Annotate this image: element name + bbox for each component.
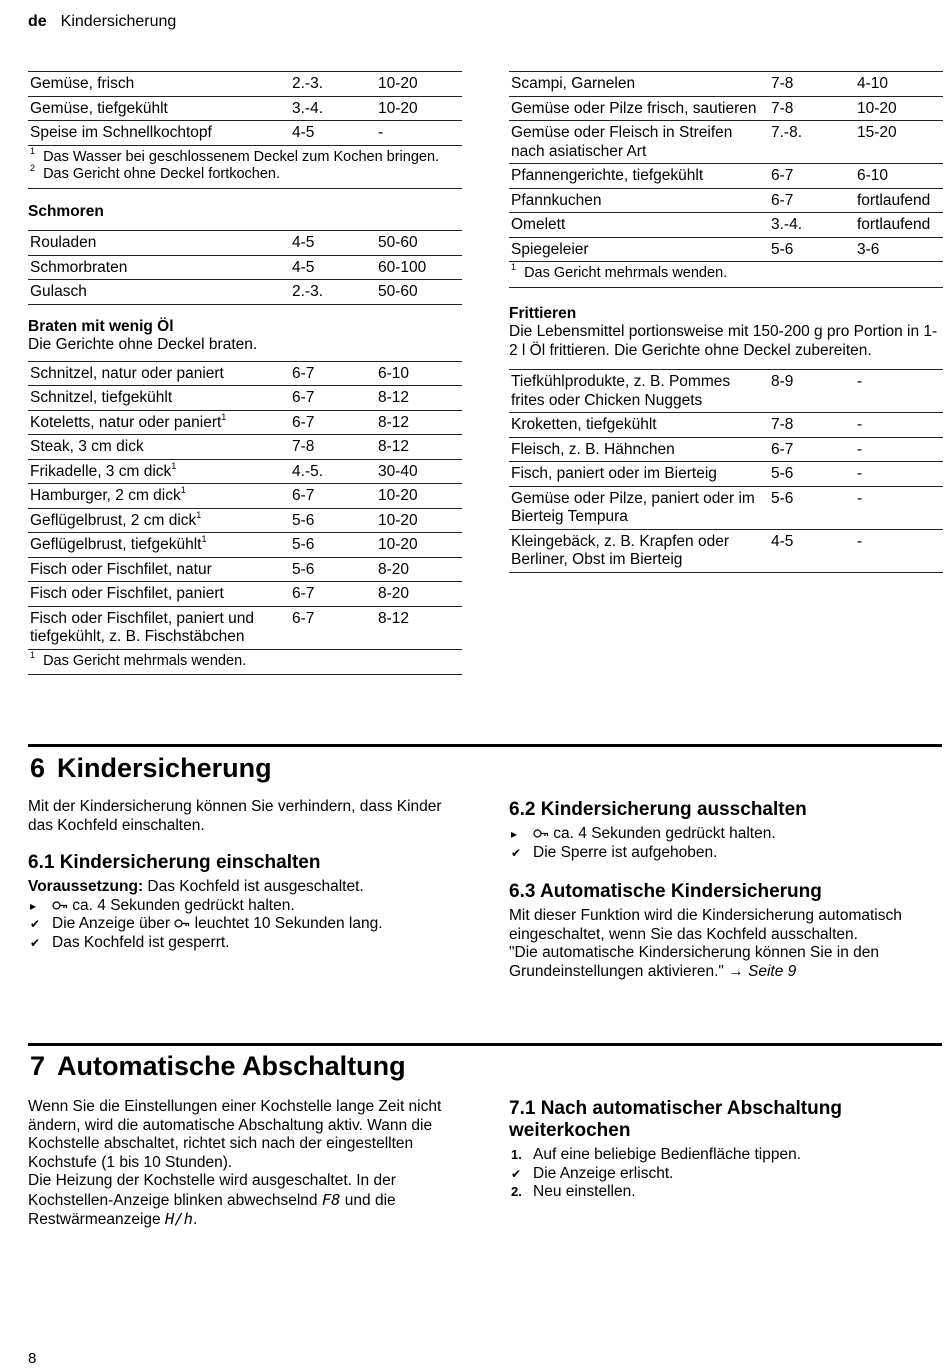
cell-text: 5-6 xyxy=(292,511,315,529)
cell-text: Steak, 3 cm dick xyxy=(30,438,144,455)
cell-text: - xyxy=(857,416,863,433)
check-icon: ✔ xyxy=(511,1166,522,1181)
prerequisite xyxy=(28,878,462,897)
time-cell xyxy=(376,255,462,280)
section-7-heading xyxy=(30,1051,406,1081)
cell-text: Gemüse oder Pilze, paniert oder im Bierteig Tempura xyxy=(511,489,755,525)
result-text: Die Sperre ist aufgehoben. xyxy=(533,843,718,861)
cell-text: 10-20 xyxy=(378,487,418,504)
time-cell xyxy=(376,459,462,484)
cell-text: 8-9 xyxy=(771,373,794,390)
footnote-marker: 1 xyxy=(201,534,207,544)
cell-text: Gulasch xyxy=(30,283,87,300)
table-row xyxy=(509,437,943,462)
time-cell xyxy=(855,121,943,164)
time-cell xyxy=(855,437,943,462)
table-braten-footnote: $^1$ Das Gericht mehrmals wenden. xyxy=(28,650,462,676)
cell-text: 4-5 xyxy=(292,234,315,251)
cell-text: Speise im Schnellkochtopf xyxy=(30,124,212,141)
cell-text: fortlaufend xyxy=(857,216,931,233)
section-6-left xyxy=(28,798,462,952)
page-header xyxy=(28,13,176,32)
step-item xyxy=(509,825,943,844)
table-row xyxy=(28,280,462,305)
cell-text: 4-5 xyxy=(292,258,315,276)
step-number: 1. xyxy=(511,1147,522,1162)
table-row xyxy=(509,213,943,238)
cell-text: Frikadelle, 3 cm dick xyxy=(30,462,172,480)
page-number: 8 xyxy=(28,1350,37,1367)
cell-text: Koteletts, natur oder paniert xyxy=(30,413,222,431)
cell-text: 6-10 xyxy=(378,364,410,382)
display-code-hh: H/h xyxy=(164,1210,193,1228)
cell-text: 4-5 xyxy=(292,124,315,141)
quote-text: "Die automatische Kindersicherung können Sie in den Grundeinstellungen aktivieren." xyxy=(509,944,879,980)
time-cell xyxy=(376,72,462,97)
dish-cell xyxy=(509,437,769,462)
level-cell xyxy=(290,508,376,533)
level-cell xyxy=(769,188,855,213)
dish-cell xyxy=(28,72,290,97)
cell-text: Gemüse, frisch xyxy=(30,75,135,92)
numbered-step xyxy=(509,1183,943,1202)
time-cell xyxy=(855,462,943,487)
cell-text: Pfannengerichte, tiefgekühlt xyxy=(511,167,704,184)
cell-text: 8-12 xyxy=(378,389,410,406)
time-cell xyxy=(855,529,943,572)
cell-text: 6-10 xyxy=(857,167,889,184)
section-6-heading xyxy=(30,753,272,783)
table-row xyxy=(28,508,462,533)
level-cell xyxy=(290,121,376,146)
dish-cell xyxy=(509,164,769,189)
cell-text: - xyxy=(378,124,384,141)
heading-6-3: 6.3 Automatische Kindersicherung xyxy=(509,881,822,902)
cell-text: Schmorbraten xyxy=(30,258,128,276)
dish-cell xyxy=(28,582,290,607)
cell-text: Scampi, Garnelen xyxy=(511,75,636,92)
table-row xyxy=(28,410,462,435)
cell-text: Omelett xyxy=(511,216,566,233)
cell-text: Rouladen xyxy=(30,234,97,251)
result-text: Die Anzeige erlischt. xyxy=(533,1164,674,1182)
table-braten xyxy=(28,361,462,650)
dish-cell xyxy=(509,237,769,262)
level-cell xyxy=(290,484,376,509)
level-cell xyxy=(290,410,376,435)
level-cell xyxy=(290,557,376,582)
table-row xyxy=(28,96,462,121)
table-row xyxy=(509,96,943,121)
cell-text: 5-6 xyxy=(292,536,315,553)
step-arrow-icon: ▸ xyxy=(511,827,518,841)
subheading-schmoren: Schmoren xyxy=(28,202,104,220)
cell-text: Spiegeleier xyxy=(511,240,589,258)
cell-text: Hamburger, 2 cm dick xyxy=(30,487,181,504)
section-6-rule xyxy=(28,744,942,747)
time-cell xyxy=(376,508,462,533)
dish-cell xyxy=(509,370,769,413)
key-lock-icon xyxy=(174,919,190,928)
cell-text: 8-12 xyxy=(378,609,410,627)
section-7-right xyxy=(509,1098,943,1202)
language-code: de xyxy=(28,13,47,30)
dish-cell xyxy=(28,459,290,484)
footnote-marker: 1 xyxy=(196,509,202,520)
time-cell xyxy=(855,213,943,238)
level-cell xyxy=(769,486,855,529)
time-cell xyxy=(855,370,943,413)
cell-text: 5-6 xyxy=(771,240,794,258)
dish-cell xyxy=(28,96,290,121)
frittieren-intro: Die Lebensmittel portionsweise mit 150-200 g pro Portion in 1-2 l Öl frittieren. Die Gerichte ohne Deckel zubereiten. xyxy=(509,323,938,359)
result-item xyxy=(509,1165,943,1184)
table-kochen-footnotes: $^1$ Das Wasser bei geschlossenem Deckel zum Kochen bringen. $^2$ Das Gericht ohne Deckel fortkochen. xyxy=(28,146,462,189)
table-row xyxy=(28,484,462,509)
cell-text: 7-8 xyxy=(771,75,794,92)
time-cell xyxy=(855,237,943,262)
step-number: 2. xyxy=(511,1184,522,1199)
prerequisite-label: Voraussetzung: xyxy=(28,878,144,895)
cell-text: Kleingebäck, z. B. Krapfen oder Berliner, Obst im Bierteig xyxy=(511,532,729,568)
heading-7-1: 7.1 Nach automatischer Abschaltung weiterkochen xyxy=(509,1098,842,1141)
braten-intro: Die Gerichte ohne Deckel braten. xyxy=(28,336,258,353)
time-cell xyxy=(855,486,943,529)
result-item xyxy=(28,934,462,953)
cell-text: 6-7 xyxy=(292,389,315,406)
key-lock-icon xyxy=(533,829,549,838)
cell-text: 6-7 xyxy=(292,413,315,431)
footnote-wenden-right: Das Gericht mehrmals wenden. xyxy=(524,265,728,281)
table-pfanne xyxy=(509,71,943,262)
cell-text: Gemüse, tiefgekühlt xyxy=(30,99,168,117)
dish-cell xyxy=(509,188,769,213)
dish-cell xyxy=(509,96,769,121)
cell-text: Fisch oder Fischfilet, paniert und tiefgekühlt, z. B. Fischstäbchen xyxy=(30,609,254,645)
section-7-rule xyxy=(28,1043,942,1046)
dish-cell xyxy=(28,361,290,386)
table-row xyxy=(28,72,462,97)
level-cell xyxy=(290,255,376,280)
dish-cell xyxy=(509,486,769,529)
dish-cell xyxy=(28,231,290,256)
section-7-text1: Wenn Sie die Einstellungen einer Kochstelle lange Zeit nicht ändern, wird die automatische Abschaltung aktiv. Wann die Kochstelle abschaltet, richtet sich nach der eingestellten Kochstufe (1 bis 10 Stunden). xyxy=(28,1098,442,1171)
cell-text: 5-6 xyxy=(292,560,315,578)
cell-text: Pfannkuchen xyxy=(511,191,602,209)
level-cell xyxy=(290,280,376,305)
section-6-intro: Mit der Kindersicherung können Sie verhindern, dass Kinder das Kochfeld einschalten. xyxy=(28,798,442,834)
check-icon: ✔ xyxy=(30,935,41,950)
footnote-2: Das Gericht ohne Deckel fortkochen. xyxy=(43,166,281,182)
cell-text: 10-20 xyxy=(378,511,418,529)
table-row xyxy=(28,361,462,386)
cell-text: 3-6 xyxy=(857,240,880,258)
level-cell xyxy=(290,459,376,484)
time-cell xyxy=(855,413,943,438)
step-text: ca. 4 Sekunden gedrückt halten. xyxy=(549,825,776,842)
dish-cell xyxy=(509,462,769,487)
time-cell xyxy=(376,410,462,435)
text2-part-c: . xyxy=(192,1211,198,1228)
table-row xyxy=(28,533,462,558)
section-6-title: Kindersicherung xyxy=(57,753,272,783)
table-row xyxy=(509,72,943,97)
table-row xyxy=(509,486,943,529)
section-6-3-text2 xyxy=(509,944,943,981)
table-row xyxy=(509,370,943,413)
level-cell xyxy=(769,413,855,438)
text2-part-a: Die Heizung der Kochstelle wird ausgeschaltet. In der Kochstellen-Anzeige blinken abwechselnd xyxy=(28,1172,396,1209)
cell-text: 30-40 xyxy=(378,462,418,480)
section-7-number: 7 xyxy=(30,1051,46,1081)
cell-text: Gemüse oder Pilze frisch, sautieren xyxy=(511,99,757,117)
cell-text: Geflügelbrust, tiefgekühlt xyxy=(30,536,202,553)
cell-text: Kroketten, tiefgekühlt xyxy=(511,416,657,433)
table-row xyxy=(509,529,943,572)
cell-text: 15-20 xyxy=(857,124,897,141)
result-item xyxy=(509,844,943,863)
time-cell xyxy=(855,188,943,213)
heading-6-2: 6.2 Kindersicherung ausschalten xyxy=(509,799,807,820)
time-cell xyxy=(376,557,462,582)
footnote-marker: 1 xyxy=(221,411,227,422)
cell-text: 50-60 xyxy=(378,283,418,300)
cell-text: 4.-5. xyxy=(292,462,324,480)
level-cell xyxy=(769,72,855,97)
header-title: Kindersicherung xyxy=(60,13,177,30)
cell-text: 10-20 xyxy=(378,99,418,117)
cell-text: 6-7 xyxy=(771,440,794,458)
footnote-marker: 1 xyxy=(180,485,186,495)
section-7-title: Automatische Abschaltung xyxy=(57,1051,406,1081)
cell-text: 7-8 xyxy=(771,416,794,433)
result-text-a: Die Anzeige über xyxy=(52,915,175,932)
cell-text: Schnitzel, tiefgekühlt xyxy=(30,389,173,406)
cell-text: 5-6 xyxy=(771,489,794,507)
table-frittieren xyxy=(509,369,943,573)
cell-text: 10-20 xyxy=(378,75,418,92)
cell-text: 2.-3. xyxy=(292,283,324,300)
time-cell xyxy=(376,386,462,411)
time-cell xyxy=(376,484,462,509)
cell-text: Schnitzel, natur oder paniert xyxy=(30,364,224,382)
cell-text: - xyxy=(857,373,863,390)
time-cell xyxy=(376,231,462,256)
section-7-text2 xyxy=(28,1172,462,1230)
footnote-wenden: Das Gericht mehrmals wenden. xyxy=(43,652,247,669)
cell-text: fortlaufend xyxy=(857,191,931,209)
cell-text: 7-8 xyxy=(771,99,794,117)
table-row xyxy=(509,188,943,213)
step-arrow-icon: ▸ xyxy=(30,898,37,913)
dish-cell xyxy=(28,484,290,509)
level-cell xyxy=(769,370,855,413)
time-cell xyxy=(855,96,943,121)
cell-text: 8-12 xyxy=(378,438,410,455)
time-cell xyxy=(855,164,943,189)
cell-text: 6-7 xyxy=(771,167,794,184)
level-cell xyxy=(290,533,376,558)
dish-cell xyxy=(28,606,290,649)
level-cell xyxy=(290,606,376,649)
time-cell xyxy=(376,96,462,121)
dish-cell xyxy=(28,557,290,582)
prerequisite-text: Das Kochfeld ist ausgeschaltet. xyxy=(143,878,364,895)
section-6-3-text: Mit dieser Funktion wird die Kindersicherung automatisch eingeschaltet, wenn Sie das Kochfeld ausschalten. xyxy=(509,907,902,943)
section-7-left xyxy=(28,1098,462,1230)
level-cell xyxy=(769,164,855,189)
cell-text: 6-7 xyxy=(292,364,315,382)
check-icon: ✔ xyxy=(511,845,522,860)
table-kochen xyxy=(28,71,462,146)
cell-text: 6-7 xyxy=(292,609,315,627)
key-lock-icon xyxy=(52,901,68,910)
level-cell xyxy=(290,231,376,256)
level-cell xyxy=(769,121,855,164)
dish-cell xyxy=(509,529,769,572)
table-row xyxy=(28,557,462,582)
section-6-right xyxy=(509,799,943,981)
cell-text: 6-7 xyxy=(292,585,315,602)
dish-cell xyxy=(28,508,290,533)
level-cell xyxy=(769,529,855,572)
table-row xyxy=(28,435,462,460)
dish-cell xyxy=(28,435,290,460)
page-reference-link[interactable]: → Seite 9 xyxy=(723,962,797,980)
cell-text: 7-8 xyxy=(292,438,315,455)
table-schmoren xyxy=(28,230,462,305)
cell-text: 10-20 xyxy=(857,99,897,117)
table-row xyxy=(509,237,943,262)
cell-text: 3.-4. xyxy=(292,99,324,117)
dish-cell xyxy=(509,121,769,164)
table-row xyxy=(28,231,462,256)
table-row xyxy=(28,121,462,146)
cell-text: Gemüse oder Fleisch in Streifen nach asiatischer Art xyxy=(511,124,733,160)
dish-cell xyxy=(509,413,769,438)
dish-cell xyxy=(28,255,290,280)
cell-text: - xyxy=(857,489,863,507)
display-code-f8: F8 xyxy=(321,1190,341,1209)
check-icon: ✔ xyxy=(30,917,41,931)
dish-cell xyxy=(28,121,290,146)
level-cell xyxy=(290,435,376,460)
cell-text: 5-6 xyxy=(771,465,794,482)
result-text: Das Kochfeld ist gesperrt. xyxy=(52,933,230,951)
result-text-b: leuchtet 10 Sekunden lang. xyxy=(190,915,383,932)
cell-text: 60-100 xyxy=(378,258,427,276)
subheading-frittieren: Frittieren xyxy=(509,304,577,322)
step-text: Neu einstellen. xyxy=(533,1183,636,1200)
cell-text: 4-10 xyxy=(857,75,889,92)
subheading-braten: Braten mit wenig Öl xyxy=(28,317,174,335)
heading-6-1: 6.1 Kindersicherung einschalten xyxy=(28,852,321,873)
right-column xyxy=(509,71,943,573)
cell-text: - xyxy=(857,532,863,550)
cell-text: Fisch oder Fischfilet, natur xyxy=(30,560,212,578)
cell-text: Fleisch, z. B. Hähnchen xyxy=(511,440,675,458)
step-text: Auf eine beliebige Bedienfläche tippen. xyxy=(533,1146,802,1163)
table-row xyxy=(28,606,462,649)
cell-text: 6-7 xyxy=(771,191,794,209)
level-cell xyxy=(290,582,376,607)
left-column xyxy=(28,71,462,675)
cell-text: - xyxy=(857,465,863,482)
table-row xyxy=(509,121,943,164)
time-cell xyxy=(376,582,462,607)
level-cell xyxy=(290,361,376,386)
result-item xyxy=(28,915,462,934)
level-cell xyxy=(290,72,376,97)
table-row xyxy=(509,462,943,487)
dish-cell xyxy=(28,410,290,435)
dish-cell xyxy=(28,386,290,411)
cell-text: 6-7 xyxy=(292,487,315,504)
level-cell xyxy=(769,462,855,487)
step-item xyxy=(28,897,462,916)
cell-text: 7.-8. xyxy=(771,124,803,141)
text2-part-b: und die Restwärmeanzeige xyxy=(28,1191,396,1228)
cell-text: Fisch, paniert oder im Bierteig xyxy=(511,465,717,482)
dish-cell xyxy=(28,533,290,558)
cell-text: Fisch oder Fischfilet, paniert xyxy=(30,585,224,602)
cell-text: 8-20 xyxy=(378,585,410,602)
cell-text: 4-5 xyxy=(771,532,794,550)
table-row xyxy=(28,459,462,484)
level-cell xyxy=(769,437,855,462)
time-cell xyxy=(376,533,462,558)
cell-text: 8-12 xyxy=(378,413,410,431)
level-cell xyxy=(290,386,376,411)
level-cell xyxy=(290,96,376,121)
table-row xyxy=(28,582,462,607)
footnote-marker: 1 xyxy=(171,460,177,471)
footnote-1: Das Wasser bei geschlossenem Deckel zum Kochen bringen. xyxy=(43,148,440,165)
time-cell xyxy=(855,72,943,97)
level-cell xyxy=(769,213,855,238)
time-cell xyxy=(376,121,462,146)
time-cell xyxy=(376,606,462,649)
cell-text: 50-60 xyxy=(378,234,418,251)
cell-text: Tiefkühlprodukte, z. B. Pommes frites oder Chicken Nuggets xyxy=(511,373,731,409)
table-row xyxy=(28,386,462,411)
numbered-step xyxy=(509,1146,943,1165)
cell-text: 3.-4. xyxy=(771,216,803,233)
cell-text: 10-20 xyxy=(378,536,418,553)
table-row xyxy=(28,255,462,280)
dish-cell xyxy=(509,213,769,238)
table-pfanne-footnote: $^1$ Das Gericht mehrmals wenden. xyxy=(509,262,943,288)
time-cell xyxy=(376,435,462,460)
cell-text: - xyxy=(857,440,863,458)
cell-text: Geflügelbrust, 2 cm dick xyxy=(30,511,197,529)
section-6-number: 6 xyxy=(30,753,46,783)
level-cell xyxy=(769,96,855,121)
dish-cell xyxy=(28,280,290,305)
step-text: ca. 4 Sekunden gedrückt halten. xyxy=(68,896,295,914)
dish-cell xyxy=(509,72,769,97)
time-cell xyxy=(376,361,462,386)
cell-text: 8-20 xyxy=(378,560,410,578)
cell-text: 2.-3. xyxy=(292,75,324,92)
table-row xyxy=(509,413,943,438)
table-row xyxy=(509,164,943,189)
level-cell xyxy=(769,237,855,262)
time-cell xyxy=(376,280,462,305)
